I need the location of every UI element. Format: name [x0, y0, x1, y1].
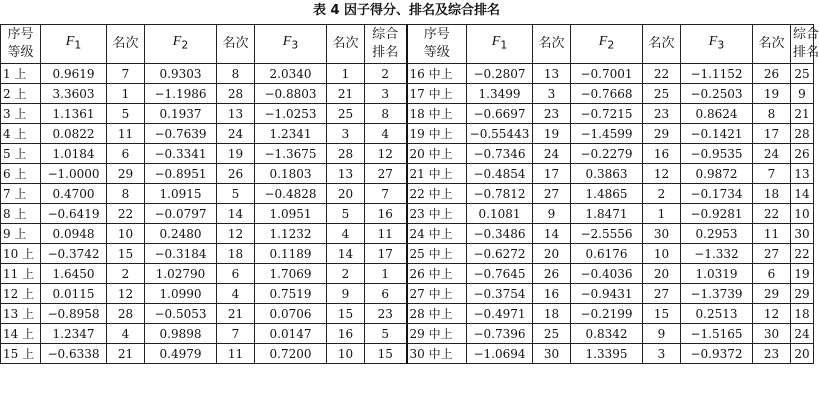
right-f3-score-cell: 0.2953	[681, 224, 753, 244]
table-row	[1, 144, 814, 164]
right-f3-score-cell: −0.9535	[681, 144, 753, 164]
right-seq-grade-cell: 28 中上	[407, 304, 467, 324]
right-f1-rank-cell: 19	[533, 124, 571, 144]
right-f2-score-cell: −0.9431	[571, 284, 643, 304]
right-f2-score-cell: −0.4036	[571, 264, 643, 284]
left-seq-grade-cell: 9 上	[1, 224, 41, 244]
left-f3-rank-cell: 25	[327, 104, 365, 124]
left-f1-rank-cell: 22	[107, 204, 145, 224]
right-f2-rank-cell: 29	[643, 124, 681, 144]
factor-score-table	[0, 24, 819, 364]
right-f2-rank-cell: 23	[643, 104, 681, 124]
left-f1-rank-cell: 5	[107, 104, 145, 124]
left-f3-rank-cell: 4	[327, 224, 365, 244]
right-f1-rank-cell: 17	[533, 164, 571, 184]
right-f1-score-cell: −0.6697	[467, 104, 533, 124]
right-f1-rank-cell: 9	[533, 204, 571, 224]
table-title: 表 4 因子得分、排名及综合排名	[312, 3, 501, 18]
right-f1-rank-cell: 24	[533, 144, 571, 164]
right-f1-rank-cell: 27	[533, 184, 571, 204]
header-overall-right: 综合 排名	[791, 25, 814, 64]
header-f2: $F_2$	[145, 25, 217, 64]
left-f3-rank-cell: 3	[327, 124, 365, 144]
right-f1-score-cell: −0.6272	[467, 244, 533, 264]
left-seq-grade-cell: 6 上	[1, 164, 41, 184]
right-overall-rank-cell: 28	[791, 124, 814, 144]
table-row	[1, 104, 814, 124]
right-f3-rank-cell: 18	[753, 184, 791, 204]
left-f2-score-cell: −0.0797	[145, 204, 217, 224]
left-overall-rank-cell: 8	[365, 104, 407, 124]
right-overall-rank-cell: 26	[791, 144, 814, 164]
right-f2-score-cell: −2.5556	[571, 224, 643, 244]
table-row	[1, 124, 814, 144]
left-f1-rank-cell: 15	[107, 244, 145, 264]
right-f3-score-cell: −0.1421	[681, 124, 753, 144]
right-seq-grade-cell: 27 中上	[407, 284, 467, 304]
right-f1-score-cell: −0.3486	[467, 224, 533, 244]
left-f1-score-cell: 0.0948	[41, 224, 107, 244]
table-row	[1, 264, 814, 284]
left-f1-rank-cell: 7	[107, 64, 145, 84]
right-seq-grade-cell: 25 中上	[407, 244, 467, 264]
right-f2-score-cell: 0.3863	[571, 164, 643, 184]
left-f2-rank-cell: 4	[217, 284, 255, 304]
left-f3-score-cell: −0.8803	[255, 84, 327, 104]
right-seq-grade-cell: 18 中上	[407, 104, 467, 124]
right-f3-rank-cell: 6	[753, 264, 791, 284]
right-overall-rank-cell: 21	[791, 104, 814, 124]
right-f3-score-cell: −1.5165	[681, 324, 753, 344]
left-overall-rank-cell: 5	[365, 324, 407, 344]
left-f2-rank-cell: 7	[217, 324, 255, 344]
left-f3-rank-cell: 13	[327, 164, 365, 184]
right-f2-rank-cell: 10	[643, 244, 681, 264]
right-f1-score-cell: −1.0694	[467, 344, 533, 364]
right-f1-score-cell: 0.1081	[467, 204, 533, 224]
left-f2-score-cell: 1.0915	[145, 184, 217, 204]
table-row	[1, 304, 814, 324]
left-f1-rank-cell: 8	[107, 184, 145, 204]
header-f1-right: $F_1$	[467, 25, 533, 64]
left-f1-rank-cell: 2	[107, 264, 145, 284]
left-f3-score-cell: 0.0706	[255, 304, 327, 324]
left-f1-rank-cell: 10	[107, 224, 145, 244]
right-f1-score-cell: −0.2807	[467, 64, 533, 84]
right-f1-score-cell: −0.7645	[467, 264, 533, 284]
right-f2-rank-cell: 2	[643, 184, 681, 204]
left-seq-grade-cell: 13 上	[1, 304, 41, 324]
left-f2-rank-cell: 18	[217, 244, 255, 264]
right-seq-grade-cell: 17 中上	[407, 84, 467, 104]
left-f3-rank-cell: 28	[327, 144, 365, 164]
right-f3-score-cell: −0.1734	[681, 184, 753, 204]
right-f3-rank-cell: 27	[753, 244, 791, 264]
left-f3-rank-cell: 21	[327, 84, 365, 104]
left-seq-grade-cell: 4 上	[1, 124, 41, 144]
right-f1-rank-cell: 23	[533, 104, 571, 124]
table-row	[1, 284, 814, 304]
right-f3-rank-cell: 8	[753, 104, 791, 124]
left-overall-rank-cell: 12	[365, 144, 407, 164]
right-f1-rank-cell: 30	[533, 344, 571, 364]
left-f2-score-cell: 0.9898	[145, 324, 217, 344]
right-seq-grade-cell: 20 中上	[407, 144, 467, 164]
right-f3-rank-cell: 23	[753, 344, 791, 364]
right-overall-rank-cell: 25	[791, 64, 814, 84]
header-f2-right: $F_2$	[571, 25, 643, 64]
left-overall-rank-cell: 3	[365, 84, 407, 104]
right-f3-score-cell: 0.8624	[681, 104, 753, 124]
right-f3-rank-cell: 11	[753, 224, 791, 244]
left-overall-rank-cell: 11	[365, 224, 407, 244]
table-row	[1, 164, 814, 184]
right-f3-rank-cell: 22	[753, 204, 791, 224]
left-f3-rank-cell: 20	[327, 184, 365, 204]
table-row	[1, 244, 814, 264]
left-f3-score-cell: 0.1803	[255, 164, 327, 184]
header-f3: $F_3$	[255, 25, 327, 64]
left-f3-score-cell: 1.1232	[255, 224, 327, 244]
left-f2-score-cell: 0.2480	[145, 224, 217, 244]
right-seq-grade-cell: 26 中上	[407, 264, 467, 284]
table-row	[1, 64, 814, 84]
right-f2-rank-cell: 9	[643, 324, 681, 344]
header-seq-grade-right: 序号 等级	[407, 25, 467, 64]
right-overall-rank-cell: 19	[791, 264, 814, 284]
left-f2-score-cell: −0.5053	[145, 304, 217, 324]
header-f3-right: $F_3$	[681, 25, 753, 64]
left-seq-grade-cell: 3 上	[1, 104, 41, 124]
right-overall-rank-cell: 10	[791, 204, 814, 224]
right-overall-rank-cell: 20	[791, 344, 814, 364]
left-f3-rank-cell: 10	[327, 344, 365, 364]
right-f1-rank-cell: 3	[533, 84, 571, 104]
left-f1-score-cell: −0.8958	[41, 304, 107, 324]
right-f2-score-cell: −0.7215	[571, 104, 643, 124]
left-f2-score-cell: 0.9303	[145, 64, 217, 84]
left-f2-score-cell: 1.0990	[145, 284, 217, 304]
table-row	[1, 344, 814, 364]
right-f3-rank-cell: 24	[753, 144, 791, 164]
right-f3-score-cell: −1.332	[681, 244, 753, 264]
left-f3-rank-cell: 9	[327, 284, 365, 304]
right-f3-score-cell: 0.2513	[681, 304, 753, 324]
left-overall-rank-cell: 23	[365, 304, 407, 324]
header-rank-f3-right: 名次	[753, 25, 791, 64]
left-f3-score-cell: −0.4828	[255, 184, 327, 204]
right-f2-rank-cell: 25	[643, 84, 681, 104]
left-f2-rank-cell: 19	[217, 144, 255, 164]
header-row	[1, 25, 814, 64]
left-f1-rank-cell: 21	[107, 344, 145, 364]
left-overall-rank-cell: 4	[365, 124, 407, 144]
right-f2-score-cell: −0.7668	[571, 84, 643, 104]
left-seq-grade-cell: 5 上	[1, 144, 41, 164]
right-f1-rank-cell: 13	[533, 64, 571, 84]
left-f2-score-cell: −0.7639	[145, 124, 217, 144]
left-f1-score-cell: 1.1361	[41, 104, 107, 124]
left-f2-rank-cell: 26	[217, 164, 255, 184]
right-f2-rank-cell: 22	[643, 64, 681, 84]
left-f1-score-cell: 1.0184	[41, 144, 107, 164]
left-seq-grade-cell: 10 上	[1, 244, 41, 264]
right-f3-score-cell: −1.1152	[681, 64, 753, 84]
left-seq-grade-cell: 14 上	[1, 324, 41, 344]
right-f2-score-cell: 1.8471	[571, 204, 643, 224]
right-f3-rank-cell: 17	[753, 124, 791, 144]
left-f2-rank-cell: 6	[217, 264, 255, 284]
right-f3-rank-cell: 12	[753, 304, 791, 324]
right-f2-rank-cell: 30	[643, 224, 681, 244]
right-f3-rank-cell: 19	[753, 84, 791, 104]
left-seq-grade-cell: 12 上	[1, 284, 41, 304]
right-f1-score-cell: −0.4971	[467, 304, 533, 324]
left-f2-rank-cell: 28	[217, 84, 255, 104]
left-f3-score-cell: 1.7069	[255, 264, 327, 284]
right-f1-rank-cell: 16	[533, 284, 571, 304]
right-f3-score-cell: 0.9872	[681, 164, 753, 184]
left-f2-rank-cell: 11	[217, 344, 255, 364]
right-f2-rank-cell: 3	[643, 344, 681, 364]
right-f2-score-cell: −0.2199	[571, 304, 643, 324]
right-f2-rank-cell: 16	[643, 144, 681, 164]
right-seq-grade-cell: 30 中上	[407, 344, 467, 364]
right-f1-rank-cell: 20	[533, 244, 571, 264]
right-f3-rank-cell: 30	[753, 324, 791, 344]
left-overall-rank-cell: 16	[365, 204, 407, 224]
left-f2-score-cell: −0.3184	[145, 244, 217, 264]
left-f3-score-cell: 1.0951	[255, 204, 327, 224]
left-f3-score-cell: 0.7519	[255, 284, 327, 304]
left-f2-rank-cell: 24	[217, 124, 255, 144]
right-seq-grade-cell: 24 中上	[407, 224, 467, 244]
right-f3-score-cell: −0.9281	[681, 204, 753, 224]
left-f1-rank-cell: 12	[107, 284, 145, 304]
left-f3-score-cell: −1.0253	[255, 104, 327, 124]
right-seq-grade-cell: 22 中上	[407, 184, 467, 204]
left-f1-score-cell: −1.0000	[41, 164, 107, 184]
left-f1-rank-cell: 1	[107, 84, 145, 104]
left-f1-score-cell: 0.9619	[41, 64, 107, 84]
left-overall-rank-cell: 2	[365, 64, 407, 84]
right-overall-rank-cell: 18	[791, 304, 814, 324]
right-overall-rank-cell: 22	[791, 244, 814, 264]
right-f3-score-cell: 1.0319	[681, 264, 753, 284]
left-f1-score-cell: 0.0822	[41, 124, 107, 144]
right-overall-rank-cell: 29	[791, 284, 814, 304]
right-overall-rank-cell: 24	[791, 324, 814, 344]
right-f3-rank-cell: 29	[753, 284, 791, 304]
right-seq-grade-cell: 29 中上	[407, 324, 467, 344]
left-overall-rank-cell: 6	[365, 284, 407, 304]
left-seq-grade-cell: 11 上	[1, 264, 41, 284]
right-f2-score-cell: 1.3395	[571, 344, 643, 364]
right-f2-rank-cell: 15	[643, 304, 681, 324]
left-f2-rank-cell: 5	[217, 184, 255, 204]
right-f2-score-cell: −0.7001	[571, 64, 643, 84]
right-f2-rank-cell: 20	[643, 264, 681, 284]
right-f1-score-cell: −0.4854	[467, 164, 533, 184]
left-f1-score-cell: 3.3603	[41, 84, 107, 104]
left-f2-score-cell: 1.02790	[145, 264, 217, 284]
right-f3-score-cell: −0.9372	[681, 344, 753, 364]
header-overall: 综合 排名	[365, 25, 407, 64]
left-overall-rank-cell: 17	[365, 244, 407, 264]
header-f1: $F_1$	[41, 25, 107, 64]
right-f1-rank-cell: 14	[533, 224, 571, 244]
right-overall-rank-cell: 30	[791, 224, 814, 244]
right-f2-rank-cell: 12	[643, 164, 681, 184]
table-row	[1, 324, 814, 344]
table-row	[1, 184, 814, 204]
left-f2-rank-cell: 8	[217, 64, 255, 84]
left-overall-rank-cell: 27	[365, 164, 407, 184]
right-f3-rank-cell: 26	[753, 64, 791, 84]
right-f1-score-cell: −0.7346	[467, 144, 533, 164]
left-f2-score-cell: 0.4979	[145, 344, 217, 364]
left-seq-grade-cell: 1 上	[1, 64, 41, 84]
right-overall-rank-cell: 13	[791, 164, 814, 184]
left-f1-rank-cell: 4	[107, 324, 145, 344]
left-f1-score-cell: −0.6338	[41, 344, 107, 364]
left-f1-score-cell: 1.2347	[41, 324, 107, 344]
right-f3-rank-cell: 7	[753, 164, 791, 184]
left-f1-score-cell: 0.0115	[41, 284, 107, 304]
left-f2-rank-cell: 12	[217, 224, 255, 244]
left-f1-rank-cell: 6	[107, 144, 145, 164]
left-f3-rank-cell: 5	[327, 204, 365, 224]
right-f2-score-cell: 1.4865	[571, 184, 643, 204]
header-seq-grade: 序号 等级	[1, 25, 41, 64]
left-f3-score-cell: 2.0340	[255, 64, 327, 84]
left-f3-score-cell: −1.3675	[255, 144, 327, 164]
left-f3-score-cell: 1.2341	[255, 124, 327, 144]
right-f1-score-cell: −0.55443	[467, 124, 533, 144]
right-seq-grade-cell: 16 中上	[407, 64, 467, 84]
left-f3-score-cell: 0.1189	[255, 244, 327, 264]
left-f2-score-cell: −1.1986	[145, 84, 217, 104]
left-f1-score-cell: −0.6419	[41, 204, 107, 224]
right-f2-score-cell: −0.2279	[571, 144, 643, 164]
right-f1-score-cell: 1.3499	[467, 84, 533, 104]
left-overall-rank-cell: 15	[365, 344, 407, 364]
left-f3-rank-cell: 14	[327, 244, 365, 264]
right-seq-grade-cell: 23 中上	[407, 204, 467, 224]
left-f2-rank-cell: 13	[217, 104, 255, 124]
right-f1-rank-cell: 18	[533, 304, 571, 324]
table-row	[1, 84, 814, 104]
table-row	[1, 224, 814, 244]
left-f1-score-cell: 0.4700	[41, 184, 107, 204]
left-overall-rank-cell: 1	[365, 264, 407, 284]
left-f3-rank-cell: 16	[327, 324, 365, 344]
left-f3-rank-cell: 1	[327, 64, 365, 84]
header-rank-f3: 名次	[327, 25, 365, 64]
left-f3-score-cell: 0.0147	[255, 324, 327, 344]
left-f3-rank-cell: 2	[327, 264, 365, 284]
header-rank-f2-right: 名次	[643, 25, 681, 64]
right-f2-score-cell: 0.8342	[571, 324, 643, 344]
left-f1-rank-cell: 11	[107, 124, 145, 144]
right-f2-rank-cell: 1	[643, 204, 681, 224]
right-seq-grade-cell: 21 中上	[407, 164, 467, 184]
right-f2-rank-cell: 27	[643, 284, 681, 304]
right-f2-score-cell: 0.6176	[571, 244, 643, 264]
left-f3-rank-cell: 15	[327, 304, 365, 324]
left-f2-rank-cell: 21	[217, 304, 255, 324]
left-seq-grade-cell: 2 上	[1, 84, 41, 104]
right-f2-score-cell: −1.4599	[571, 124, 643, 144]
left-f1-rank-cell: 29	[107, 164, 145, 184]
left-overall-rank-cell: 7	[365, 184, 407, 204]
left-f2-rank-cell: 14	[217, 204, 255, 224]
left-seq-grade-cell: 7 上	[1, 184, 41, 204]
left-f2-score-cell: −0.3341	[145, 144, 217, 164]
right-f3-score-cell: −0.2503	[681, 84, 753, 104]
right-f1-rank-cell: 26	[533, 264, 571, 284]
right-overall-rank-cell: 14	[791, 184, 814, 204]
right-overall-rank-cell: 9	[791, 84, 814, 104]
right-f3-score-cell: −1.3739	[681, 284, 753, 304]
left-f1-score-cell: 1.6450	[41, 264, 107, 284]
left-f2-score-cell: −0.8951	[145, 164, 217, 184]
left-f1-rank-cell: 28	[107, 304, 145, 324]
right-f1-rank-cell: 25	[533, 324, 571, 344]
right-f1-score-cell: −0.3754	[467, 284, 533, 304]
header-rank-f2: 名次	[217, 25, 255, 64]
left-seq-grade-cell: 8 上	[1, 204, 41, 224]
left-f2-score-cell: 0.1937	[145, 104, 217, 124]
right-f1-score-cell: −0.7396	[467, 324, 533, 344]
table-row	[1, 204, 814, 224]
left-f1-score-cell: −0.3742	[41, 244, 107, 264]
right-seq-grade-cell: 19 中上	[407, 124, 467, 144]
left-seq-grade-cell: 15 上	[1, 344, 41, 364]
header-rank-f1-right: 名次	[533, 25, 571, 64]
left-f3-score-cell: 0.7200	[255, 344, 327, 364]
right-f1-score-cell: −0.7812	[467, 184, 533, 204]
header-rank-f1: 名次	[107, 25, 145, 64]
